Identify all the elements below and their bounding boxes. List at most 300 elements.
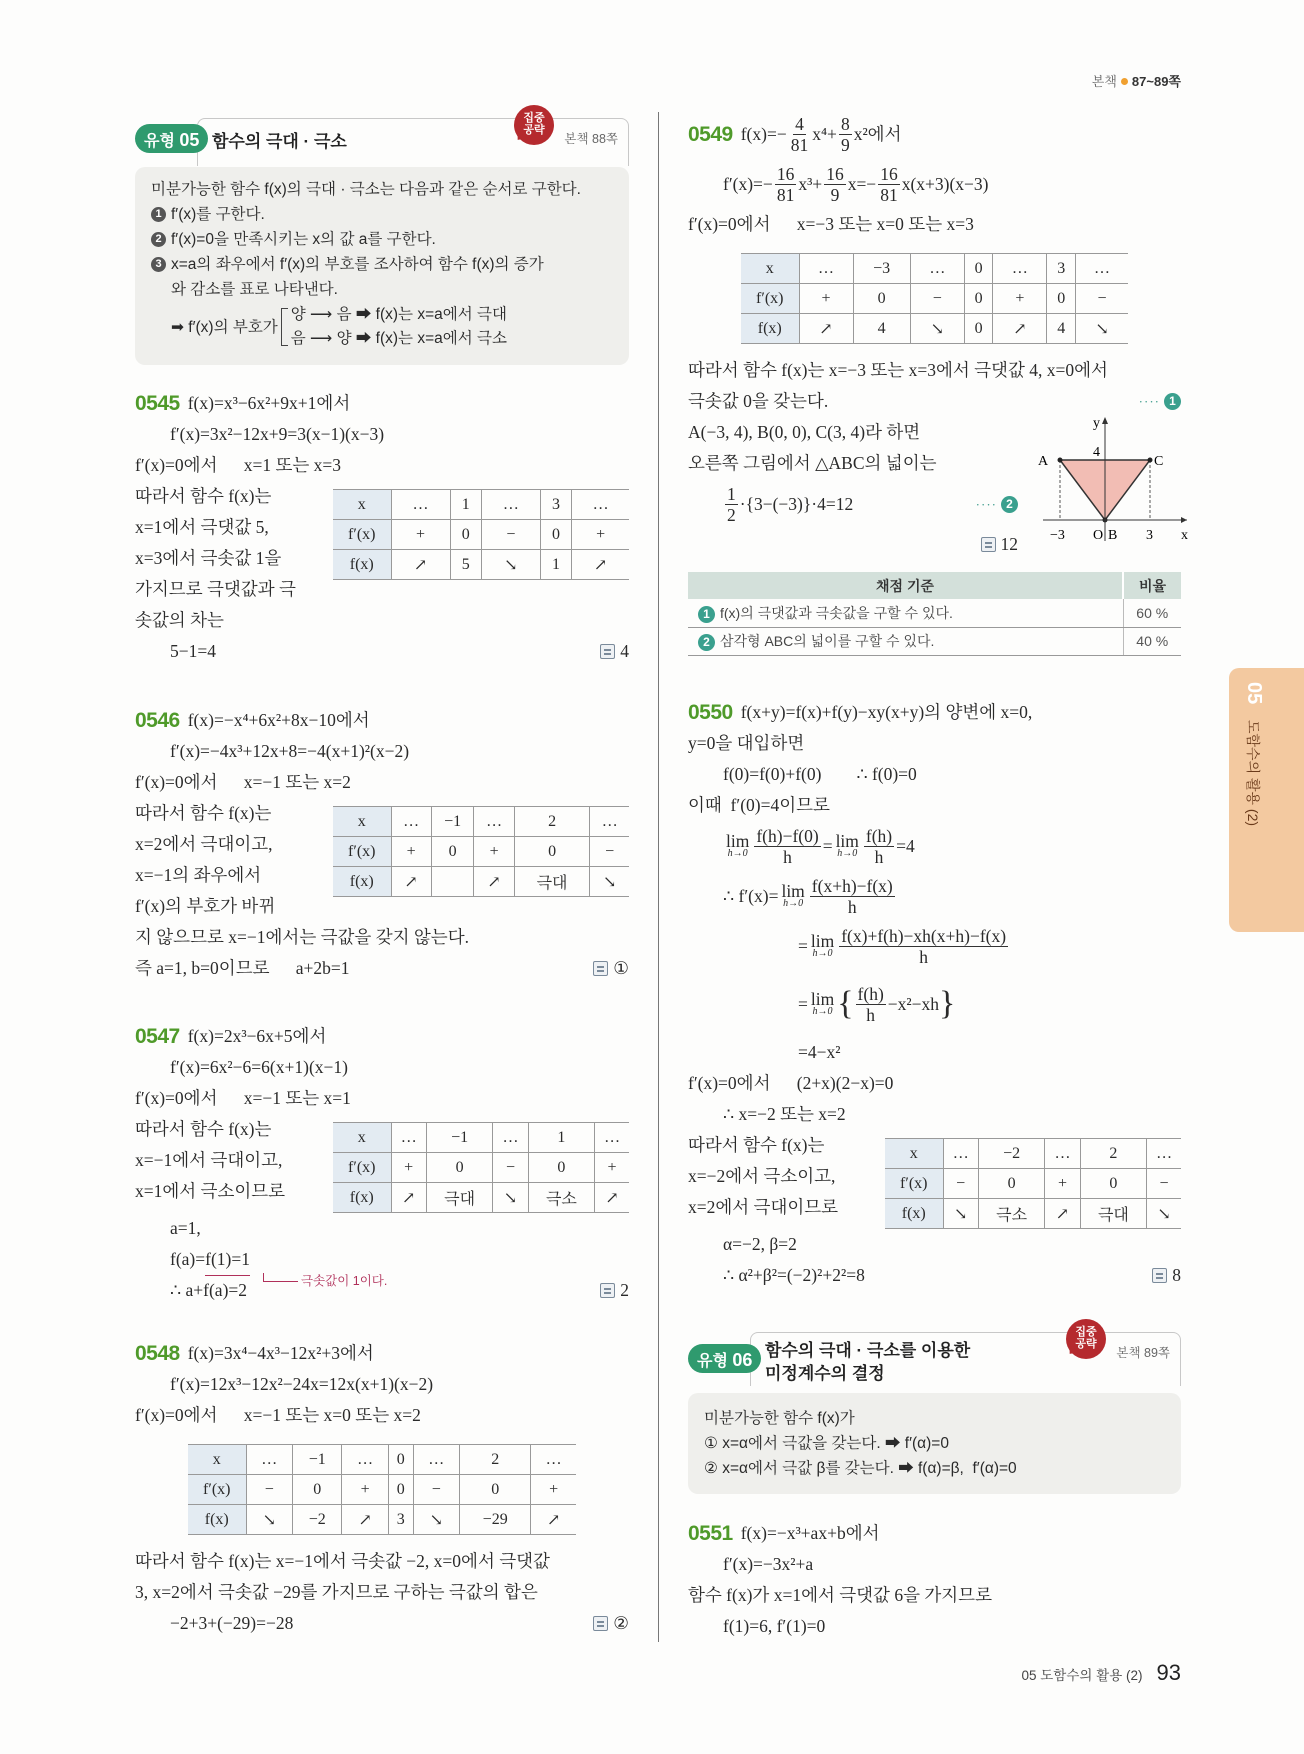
solution-line bbox=[135, 1021, 629, 1052]
side-text bbox=[688, 1130, 838, 1223]
math-text: f(x)=−x³+ax+b에서 bbox=[740, 1523, 880, 1543]
math-text: x⁴+ bbox=[812, 123, 837, 144]
solution-line bbox=[688, 417, 1018, 448]
answer-icon bbox=[593, 961, 608, 976]
denominator: h bbox=[919, 946, 929, 967]
right-column bbox=[688, 0, 1188, 1754]
fraction bbox=[725, 484, 738, 525]
table-cell: ↘ bbox=[493, 1183, 528, 1213]
answer-icon bbox=[600, 644, 615, 659]
type-header-box bbox=[750, 1326, 1181, 1386]
table-cell: 0 bbox=[450, 520, 481, 550]
math-text: 따라서 함수 f(x)는 bbox=[135, 486, 272, 506]
row-header: x bbox=[333, 807, 391, 837]
math-text: f′(x)=−3x²+a bbox=[723, 1554, 814, 1574]
math-text: x=1에서 극소이므로 bbox=[135, 1181, 286, 1201]
math-text: 따라서 함수 f(x)는 x=−1에서 극솟값 −2, x=0에서 극댓값 bbox=[135, 1551, 550, 1571]
math-text: ·{3−(−3)}·4=12 bbox=[739, 493, 854, 514]
fraction bbox=[856, 984, 886, 1025]
row-header: f′(x) bbox=[885, 1169, 943, 1199]
answer-value: 4 bbox=[620, 641, 629, 661]
type-pill bbox=[135, 124, 208, 153]
step-1-icon: 1 bbox=[698, 606, 715, 623]
row-header: f(x) bbox=[333, 867, 391, 897]
table-cell: −1 bbox=[293, 1445, 342, 1475]
row-header: f′(x) bbox=[333, 837, 391, 867]
denominator: h bbox=[847, 896, 857, 917]
table-cell: ↘ bbox=[910, 314, 964, 344]
triangle-figure bbox=[1038, 415, 1191, 547]
score-row bbox=[688, 599, 1181, 627]
math-text: 따라서 함수 f(x)는 bbox=[135, 1119, 272, 1139]
table-cell: … bbox=[493, 1123, 528, 1153]
math-text: f(1)=6, f′(1)=0 bbox=[723, 1616, 826, 1636]
lim-subscript: h→0 bbox=[727, 848, 748, 859]
table-cell: 1 bbox=[540, 550, 571, 580]
math-text: 3, x=2에서 극솟값 −29를 가지므로 구하는 극값의 합은 bbox=[135, 1582, 538, 1602]
table-cell: + bbox=[595, 1153, 629, 1183]
scoring-table bbox=[688, 572, 1181, 656]
math-text: x=−2에서 극소이고, bbox=[688, 1166, 836, 1186]
fraction bbox=[775, 164, 797, 205]
type-title-line: 미정계수의 결정 bbox=[765, 1364, 885, 1383]
solution-line bbox=[688, 209, 1181, 240]
math-text: =4 bbox=[896, 835, 915, 856]
table-cell: … bbox=[391, 490, 450, 520]
math-text: ∴ x=−2 또는 x=2 bbox=[723, 1104, 846, 1124]
solution-line bbox=[688, 871, 1181, 921]
ratio-cell: 60 % bbox=[1123, 599, 1181, 627]
focus-badge: 집중 공략 bbox=[514, 105, 554, 145]
table-cell: ↗ bbox=[391, 867, 431, 897]
solution-line bbox=[135, 953, 629, 984]
pill-label: 유형 bbox=[697, 1353, 728, 1370]
answer-value: 8 bbox=[1172, 1265, 1181, 1285]
problem-number: 0547 bbox=[135, 1025, 180, 1048]
math-text: −x²−xh bbox=[887, 993, 940, 1014]
x-axis-arrow-icon bbox=[1181, 517, 1187, 523]
tip-line: ② x=α에서 극값 β를 갖는다. ➡ f(α)=β, f′(α)=0 bbox=[704, 1460, 1017, 1477]
left-column bbox=[135, 0, 629, 1754]
table-cell: 3 bbox=[388, 1505, 413, 1535]
table-cell: … bbox=[595, 1123, 629, 1153]
solution-line bbox=[688, 355, 1181, 386]
table-cell: … bbox=[590, 807, 629, 837]
table-cell: + bbox=[391, 837, 431, 867]
solution-line bbox=[135, 860, 275, 891]
fraction bbox=[789, 114, 811, 155]
table-cell: + bbox=[993, 284, 1047, 314]
table-cell: … bbox=[246, 1445, 293, 1475]
table-cell: 0 bbox=[528, 1153, 594, 1183]
table-row bbox=[188, 1475, 576, 1505]
table-cell: ↘ bbox=[590, 867, 629, 897]
table-row bbox=[188, 1445, 576, 1475]
ref-label: 본책 bbox=[1091, 74, 1117, 89]
table-row bbox=[885, 1169, 1181, 1199]
math-text: 따라서 함수 f(x)는 bbox=[688, 1135, 825, 1155]
math-text: f′(x)=3x²−12x+9=3(x−1)(x−3) bbox=[170, 424, 385, 444]
problem-number: 0551 bbox=[688, 1522, 733, 1545]
table-cell: 0 bbox=[853, 284, 910, 314]
table-cell: ↘ bbox=[246, 1505, 293, 1535]
solution-line bbox=[135, 512, 296, 543]
solution-line bbox=[688, 759, 1181, 790]
table-cell: − bbox=[413, 1475, 460, 1505]
denominator: h bbox=[874, 846, 884, 867]
text-with-table bbox=[135, 481, 629, 636]
step-3-icon: 3 bbox=[151, 257, 166, 272]
solution-line bbox=[688, 821, 1181, 871]
text-with-table bbox=[688, 1130, 1181, 1229]
table-cell: 0 bbox=[978, 1169, 1044, 1199]
label-b: B bbox=[1108, 528, 1118, 543]
math-text: 함수 f(x)가 x=1에서 극댓값 6을 가지므로 bbox=[688, 1585, 992, 1605]
problem-0546 bbox=[135, 705, 629, 984]
ratio-cell: 40 % bbox=[1123, 627, 1181, 655]
table-cell: 극대 bbox=[1080, 1199, 1146, 1229]
table-cell: 0 bbox=[426, 1153, 492, 1183]
lim-subscript: h→0 bbox=[837, 848, 858, 859]
lim-subscript: h→0 bbox=[812, 948, 833, 959]
problem-number: 0546 bbox=[135, 709, 180, 732]
table-row bbox=[741, 254, 1128, 284]
table-cell: 0 bbox=[964, 314, 993, 344]
table-cell: −2 bbox=[978, 1139, 1044, 1169]
solution-line bbox=[135, 1114, 285, 1145]
table-cell: ↗ bbox=[474, 867, 514, 897]
solution-line bbox=[135, 1244, 629, 1288]
math-text: = bbox=[798, 935, 808, 956]
math-text: ∴ α²+β²=(−2)²+2²=8 bbox=[723, 1265, 865, 1285]
table-cell: 5 bbox=[450, 550, 481, 580]
table-cell: … bbox=[342, 1445, 389, 1475]
lim-text: lim bbox=[781, 881, 805, 901]
type-05-tip-box bbox=[135, 167, 629, 365]
answer-icon bbox=[600, 1283, 615, 1298]
type-header-box bbox=[197, 112, 629, 166]
answer bbox=[1152, 1260, 1181, 1291]
problem-0545 bbox=[135, 388, 629, 667]
numerator: 4 bbox=[795, 113, 804, 134]
tip-line: ① x=α에서 극값을 갖는다. ➡ f′(α)=0 bbox=[704, 1435, 949, 1452]
column-divider bbox=[658, 112, 659, 1642]
table-cell: … bbox=[1045, 1139, 1080, 1169]
table-cell: ↗ bbox=[993, 314, 1047, 344]
tip-line: 미분가능한 함수 f(x)가 bbox=[704, 1410, 855, 1427]
type-06-header bbox=[688, 1326, 1181, 1386]
math-text: x=−1의 좌우에서 bbox=[135, 865, 262, 885]
table-cell: … bbox=[413, 1445, 460, 1475]
sign-case-min: 음 ⟶ 양 ➡ f(x)는 x=a에서 극소 bbox=[290, 330, 507, 347]
type-pill bbox=[688, 1344, 761, 1373]
limit bbox=[811, 991, 834, 1017]
table-cell: … bbox=[391, 1123, 426, 1153]
table-row bbox=[333, 807, 629, 837]
table-cell: ↗ bbox=[595, 1183, 629, 1213]
math-text: f′(x)=0에서 x=−1 또는 x=0 또는 x=2 bbox=[135, 1405, 421, 1425]
solution-line bbox=[135, 1052, 629, 1083]
solution-line bbox=[135, 1577, 629, 1608]
text-with-table bbox=[135, 1114, 629, 1213]
tip-step-1 bbox=[151, 202, 613, 227]
answer-icon bbox=[981, 537, 996, 552]
solution-line bbox=[688, 109, 1181, 159]
answer-icon bbox=[1152, 1268, 1167, 1283]
table-cell: 3 bbox=[540, 490, 571, 520]
table-cell: ↗ bbox=[531, 1505, 576, 1535]
math-text: f(x)=3x⁴−4x³−12x²+3에서 bbox=[187, 1343, 374, 1363]
math-text: =4−x² bbox=[798, 1042, 841, 1062]
problem-0551 bbox=[688, 1518, 1181, 1642]
table-cell: ↗ bbox=[572, 550, 629, 580]
table-cell: + bbox=[474, 837, 514, 867]
text-with-table bbox=[135, 798, 629, 922]
lim-text: lim bbox=[835, 831, 859, 851]
denominator: 81 bbox=[790, 134, 809, 155]
solution-line bbox=[688, 1549, 1181, 1580]
numerator: f(h) bbox=[857, 983, 884, 1004]
table-cell: − bbox=[246, 1475, 293, 1505]
table-cell: + bbox=[531, 1475, 576, 1505]
sign-cases bbox=[291, 303, 507, 351]
origin-label: O bbox=[1093, 528, 1104, 543]
fraction bbox=[864, 826, 894, 867]
footer-chapter: 05 도함수의 활용 (2) bbox=[1021, 1668, 1143, 1683]
problem-0547 bbox=[135, 1021, 629, 1306]
table-cell: −3 bbox=[853, 254, 910, 284]
numerator: 16 bbox=[826, 163, 844, 184]
type-06-tip-box bbox=[688, 1393, 1181, 1494]
table-cell: + bbox=[391, 520, 450, 550]
table-cell: ↗ bbox=[391, 1183, 426, 1213]
math-text: 극솟값 0을 갖는다. bbox=[688, 391, 829, 411]
answer bbox=[593, 1608, 629, 1639]
y-axis-label: y bbox=[1093, 416, 1100, 431]
y-tick: 4 bbox=[1093, 445, 1100, 460]
solution-line bbox=[688, 159, 1181, 209]
type-title bbox=[765, 1339, 970, 1385]
math-text: 따라서 함수 f(x)는 x=−3 또는 x=3에서 극댓값 4, x=0에서 bbox=[688, 360, 1108, 380]
table-cell: 극대 bbox=[426, 1183, 492, 1213]
lim-subscript: h→0 bbox=[783, 898, 804, 909]
chapter-side-tab[interactable] bbox=[1229, 668, 1304, 932]
numerator: f(x)+f(h)−xh(x+h)−f(x) bbox=[841, 925, 1007, 946]
solution-line bbox=[688, 1260, 1181, 1291]
page-footer bbox=[1022, 1660, 1182, 1686]
solution-line bbox=[688, 1130, 838, 1161]
table-row bbox=[333, 837, 629, 867]
textbook-ref: 본책 89쪽 bbox=[1116, 1346, 1170, 1360]
math-text: x=2에서 극대이고, bbox=[135, 834, 273, 854]
math-text: f′(x)=6x²−6=6(x+1)(x−1) bbox=[170, 1057, 348, 1077]
table-cell: 1 bbox=[528, 1123, 594, 1153]
table-cell: 3 bbox=[1047, 254, 1076, 284]
table-cell: −29 bbox=[460, 1505, 531, 1535]
row-header: f(x) bbox=[188, 1505, 246, 1535]
solution-line bbox=[135, 1176, 285, 1207]
table-cell: … bbox=[910, 254, 964, 284]
criteria-cell bbox=[688, 599, 1123, 627]
math-text: f(x)=x³−6x²+9x+1에서 bbox=[187, 393, 351, 413]
table-cell: ↗ bbox=[391, 550, 450, 580]
solution-line bbox=[135, 1546, 629, 1577]
math-text: f(a)= bbox=[170, 1249, 206, 1269]
math-text: 이때 f′(0)=4이므로 bbox=[688, 795, 830, 815]
table-cell: + bbox=[342, 1475, 389, 1505]
denominator: h bbox=[866, 1004, 876, 1025]
type-05-header bbox=[135, 112, 629, 166]
solution-line bbox=[688, 1068, 1181, 1099]
variation-table bbox=[188, 1444, 576, 1535]
pill-label: 유형 bbox=[144, 133, 175, 150]
problem-0550 bbox=[688, 697, 1181, 1291]
tip-step-3-cont: 와 감소를 표로 나타낸다. bbox=[171, 281, 338, 298]
math-text: x³+ bbox=[798, 173, 823, 194]
x-tick: −3 bbox=[1050, 528, 1065, 543]
table-cell: 0 bbox=[431, 837, 474, 867]
math-text: f(x)=− bbox=[740, 123, 787, 144]
table-row bbox=[741, 314, 1128, 344]
row-header: f′(x) bbox=[188, 1475, 246, 1505]
table-cell: − bbox=[943, 1169, 978, 1199]
dots-icon: ···· bbox=[1138, 394, 1160, 409]
numerator: f(x+h)−f(x) bbox=[811, 875, 893, 896]
math-text: x=1에서 극댓값 5, bbox=[135, 517, 269, 537]
textbook-ref: 본책 88쪽 bbox=[564, 132, 618, 146]
numerator: 8 bbox=[840, 113, 850, 134]
math-text: x=−1에서 극대이고, bbox=[135, 1150, 283, 1170]
problem-number: 0549 bbox=[688, 122, 733, 146]
solution-line bbox=[135, 1145, 285, 1176]
answer bbox=[600, 1275, 629, 1306]
table-cell: + bbox=[799, 284, 853, 314]
table-row bbox=[333, 520, 629, 550]
table-cell: ↗ bbox=[342, 1505, 389, 1535]
table-cell: 2 bbox=[1080, 1139, 1146, 1169]
label-c: C bbox=[1154, 454, 1164, 469]
chapter-name: 도함수의 활용 (2) bbox=[1245, 720, 1261, 827]
tip-intro: 미분가능한 함수 f(x)의 극대 · 극소는 다음과 같은 순서로 구한다. bbox=[151, 181, 581, 198]
limit bbox=[836, 833, 859, 859]
math-text: 오른쪽 그림에서 △ABC의 넓이는 bbox=[688, 453, 937, 473]
solution-line bbox=[688, 479, 1018, 529]
table-cell: − bbox=[481, 520, 540, 550]
table-cell: … bbox=[391, 807, 431, 837]
table-cell: 0 bbox=[1080, 1169, 1146, 1199]
table-cell: ↘ bbox=[1076, 314, 1128, 344]
solution-line bbox=[688, 971, 1181, 1037]
solution-line bbox=[688, 1611, 1181, 1642]
solution-line bbox=[135, 605, 296, 636]
solution-line bbox=[135, 705, 629, 736]
math-text: y=0을 대입하면 bbox=[688, 733, 805, 753]
denominator: 2 bbox=[727, 504, 736, 525]
solution-line bbox=[135, 574, 296, 605]
table-cell: 극대 bbox=[514, 867, 590, 897]
limit bbox=[781, 883, 804, 909]
math-text: 솟값의 차는 bbox=[135, 610, 224, 630]
solution-line bbox=[135, 543, 296, 574]
point-C bbox=[1148, 458, 1153, 463]
step-text: x=a의 좌우에서 f′(x)의 부호를 조사하여 함수 f(x)의 증가 bbox=[171, 256, 544, 273]
math-text: 5−1=4 bbox=[170, 641, 216, 661]
math-text: f′(x)=0에서 x=−3 또는 x=0 또는 x=3 bbox=[688, 214, 974, 234]
math-text: f(x+y)=f(x)+f(y)−xy(x+y)의 양변에 x=0, bbox=[740, 702, 1033, 722]
table-row bbox=[333, 490, 629, 520]
tip-step-3 bbox=[151, 252, 613, 277]
solution-line bbox=[688, 728, 1181, 759]
math-text: ∴ f′(x)= bbox=[723, 885, 779, 906]
chapter-number: 05 bbox=[1243, 682, 1265, 705]
lim-text: lim bbox=[810, 989, 835, 1009]
table-cell: 극소 bbox=[978, 1199, 1044, 1229]
step-1-icon: 1 bbox=[151, 207, 166, 222]
table-cell: + bbox=[391, 1153, 426, 1183]
math-text: f′(x)=12x³−12x²−24x=12x(x+1)(x−2) bbox=[170, 1374, 434, 1394]
table-cell: + bbox=[572, 520, 629, 550]
math-text: f′(x)=0에서 x=1 또는 x=3 bbox=[135, 455, 342, 475]
math-text: f′(x)=− bbox=[723, 173, 773, 194]
label-a: A bbox=[1038, 454, 1049, 469]
math-text: f(x)=−x⁴+6x²+8x−10에서 bbox=[187, 710, 370, 730]
math-text: f′(x)=0에서 x=−1 또는 x=2 bbox=[135, 772, 351, 792]
solution-line bbox=[135, 1338, 629, 1369]
problem-number: 0548 bbox=[135, 1342, 180, 1365]
fraction bbox=[754, 826, 820, 867]
type-title: 함수의 극대 · 극소 bbox=[212, 132, 347, 151]
math-text: x=3에서 극솟값 1을 bbox=[135, 548, 282, 568]
math-text: f(0)=f(0)+f(0) ∴ f(0)=0 bbox=[723, 764, 917, 784]
y-axis-arrow-icon bbox=[1102, 417, 1108, 424]
table-cell: … bbox=[474, 807, 514, 837]
fraction bbox=[839, 114, 852, 155]
math-text: x²에서 bbox=[853, 123, 902, 144]
sign-rule bbox=[151, 302, 613, 352]
numerator: 16 bbox=[776, 163, 795, 184]
variation-table bbox=[333, 489, 629, 580]
table-cell: … bbox=[481, 490, 540, 520]
answer bbox=[600, 636, 629, 667]
step-1-icon: 1 bbox=[1164, 393, 1181, 410]
table-row bbox=[188, 1505, 576, 1535]
fraction bbox=[824, 164, 846, 205]
solution-line bbox=[688, 386, 1181, 417]
step-marker bbox=[1139, 386, 1181, 417]
table-cell: 0 bbox=[460, 1475, 531, 1505]
side-text bbox=[135, 1114, 285, 1207]
numerator: f(h) bbox=[865, 825, 893, 846]
table-cell: ↘ bbox=[481, 550, 540, 580]
solution-line bbox=[135, 1400, 629, 1431]
step-2-icon: 2 bbox=[151, 232, 166, 247]
numerator: 1 bbox=[727, 483, 736, 504]
step-text: f′(x)를 구한다. bbox=[171, 206, 265, 223]
table-cell: ↘ bbox=[413, 1505, 460, 1535]
criteria-cell bbox=[688, 627, 1123, 655]
row-header: x bbox=[885, 1139, 943, 1169]
answer-icon bbox=[593, 1616, 608, 1631]
solution-line bbox=[688, 1099, 1181, 1130]
table-cell: −1 bbox=[431, 807, 474, 837]
type-title-line: 함수의 극대 · 극소를 이용한 bbox=[765, 1341, 971, 1360]
solution-line bbox=[688, 1518, 1181, 1549]
variation-table bbox=[885, 1138, 1181, 1229]
pill-num: 05 bbox=[179, 130, 200, 150]
math-text: x=2에서 극대이므로 bbox=[688, 1197, 839, 1217]
solution-line bbox=[135, 636, 629, 667]
solution-line bbox=[135, 1213, 629, 1244]
